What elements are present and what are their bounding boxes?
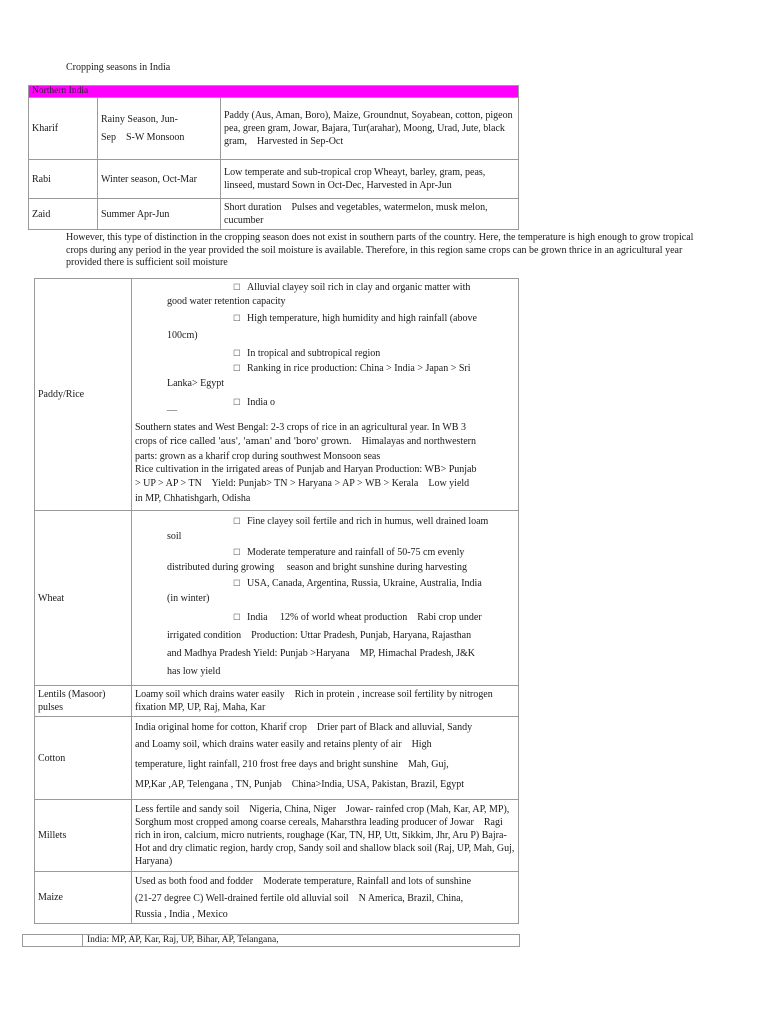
paragraph-line: (21-27 degree C) Well-drained fertile old alluvial soil N America, Brazil, China, [135, 893, 464, 904]
bullet-continuation: irrigated condition Production: Uttar Pradesh, Punjab, Haryana, Rajasthan [167, 630, 472, 641]
crop-name-line: Lentils (Masoor) [38, 689, 106, 700]
crop-details [132, 717, 519, 800]
season-name: Rabi [29, 160, 98, 199]
crop-name: Cotton [35, 717, 132, 800]
bullet-item: ☐ Ranking in rice production: China > India > Japan > Sri [135, 362, 515, 375]
season-period: Summer Apr-Jun [98, 199, 221, 230]
paragraph-line: Rice cultivation in the irrigated areas of Punjab and Haryan Production: WB> Punjab [135, 463, 477, 475]
crop-name [35, 686, 132, 717]
bullet-continuation: distributed during growing season and bright sunshine during harvesting [167, 562, 467, 573]
bullet-item: ☐ USA, Canada, Argentina, Russia, Ukraine, Australia, India [135, 577, 515, 590]
crop-name: Maize [35, 872, 132, 924]
season-period-line: Rainy Season, Jun- [101, 113, 178, 125]
season-row-rabi [29, 160, 519, 199]
bullet-item: ☐ In tropical and subtropical region [135, 345, 515, 362]
season-crops: Short duration Pulses and vegetables, watermelon, musk melon, cucumber [221, 199, 519, 230]
paragraph-line: MP,Kar ,AP, Telengana , TN, Punjab China>India, USA, Pakistan, Brazil, Egypt [135, 779, 464, 790]
crops-table [34, 278, 519, 924]
bullet-item: ☐ Alluvial clayey soil rich in clay and organic matter with [135, 281, 515, 294]
paragraph-line: Russia , India , Mexico [135, 909, 228, 920]
crop-details [132, 872, 519, 924]
bullet-item: ☐ Fine clayey soil fertile and rich in humus, well drained loam [135, 515, 515, 528]
crop-details [132, 511, 519, 686]
crop-details: Less fertile and sandy soil Nigeria, China, Niger Jowar- rainfed crop (Mah, Kar, AP, MP), Sorghum most cropped among coarse cereals, Maharsthra leading producer of Jowar Ragi rich in iron, calcium, micro nutrients, roughage (Kar, TN, HP, Utt, Sikkim, Jhr, Aru P) Bajra- Hot and dry climatic region, hardy crop, Sandy soil and shallow black soil (Raj, UP, Mah, Guj, Haryana) [132, 800, 519, 872]
paragraph-line: in MP, Chhatishgarh, Odisha [135, 492, 251, 504]
dash-mark: ‾‾‾ [167, 410, 177, 422]
bullet-continuation: has low yield [167, 666, 221, 677]
crop-row-paddy [35, 279, 519, 511]
crop-row-cotton [35, 717, 519, 800]
crop-details [132, 279, 519, 511]
bullet-continuation: good water retention capacity [167, 295, 286, 307]
region-header: Northern India [29, 86, 519, 98]
paragraph-line: Southern states and West Bengal: 2-3 crops of rice in an agricultural year. In WB 3 [135, 421, 466, 433]
paragraph-line: and Loamy soil, which drains water easily and retains plenty of air High [135, 739, 432, 750]
crop-details: Loamy soil which drains water easily Rich in protein , increase soil fertility by nitrogen fixation MP, UP, Raj, Maha, Kar [132, 686, 519, 717]
season-name: Kharif [29, 98, 98, 160]
bullet-item: ☐ High temperature, high humidity and high rainfall (above [135, 310, 515, 327]
season-period-line: Sep S-W Monsoon [101, 131, 185, 143]
crop-row-lentils [35, 686, 519, 717]
bullet-item: ☐ India 12% of world wheat production Rabi crop under [135, 608, 515, 627]
crop-name-line: pulses [38, 702, 63, 713]
continuation-row [23, 935, 520, 947]
paragraph-text: Himalayas and northwestern [351, 435, 476, 447]
bullet-continuation: 100cm) [167, 329, 198, 341]
bullet-item: ☐ Moderate temperature and rainfall of 50-75 cm evenly [135, 546, 515, 559]
season-period: Winter season, Oct-Mar [98, 160, 221, 199]
continuation-table [22, 934, 520, 947]
bullet-continuation: and Madhya Pradesh Yield: Punjab >Haryana MP, Himachal Pradesh, J&K [167, 648, 475, 659]
paragraph-line: India original home for cotton, Kharif crop Drier part of Black and alluvial, Sandy [135, 722, 473, 733]
season-row-kharif [29, 98, 519, 160]
crop-row-millets [35, 800, 519, 872]
bullet-continuation: Lanka> Egypt [167, 377, 225, 389]
crop-name: Millets [35, 800, 132, 872]
paragraph-line: Used as both food and fodder Moderate temperature, Rainfall and lots of sunshine [135, 876, 472, 887]
paragraph-line: parts: grown as a kharif crop during southwest Monsoon seas [135, 450, 381, 462]
season-row-zaid [29, 199, 519, 230]
bullet-continuation: soil [167, 531, 182, 542]
paragraph-line: temperature, light rainfall, 210 frost free days and bright sunshine Mah, Guj, [135, 759, 449, 770]
continuation-cell: India: MP, AP, Kar, Raj, UP, Bihar, AP, Telangana, [83, 935, 520, 947]
continuation-cell-empty [23, 935, 83, 947]
paragraph-text: crops of [135, 435, 170, 447]
page-title: Cropping seasons in India [66, 62, 171, 73]
region-header-row [29, 86, 519, 98]
season-crops: Low temperate and sub-tropical crop Wheayt, barley, gram, peas, linseed, mustard Sown in Oct-Dec, Harvested in Apr-Jun [221, 160, 519, 199]
season-crops: Paddy (Aus, Aman, Boro), Maize, Groundnut, Soyabean, cotton, pigeon pea, green gram, Jowar, Bajara, Tur(arahar), Moong, Urad, Jute, black gram, Harvested in Sep-Oct [221, 98, 519, 160]
season-name: Zaid [29, 199, 98, 230]
paragraph-line [135, 434, 515, 450]
crop-row-maize [35, 872, 519, 924]
crop-name: Wheat [35, 511, 132, 686]
intro-paragraph: However, this type of distinction in the cropping season does not exist in southern parts of the country. Here, the temperature is high enough to grow tropical crops during any period in the year provided the soil moisture is available. Therefore, in this region same crops can be grown thrice in an agricultural year provided there is sufficient soil moisture [66, 232, 694, 268]
cropping-seasons-table [28, 85, 519, 230]
paragraph-text-special: rice called 'aus', 'aman' and 'boro' grown. [170, 436, 352, 447]
crop-row-wheat [35, 511, 519, 686]
season-period [98, 98, 221, 160]
paragraph-line: > UP > AP > TN Yield: Punjab> TN > Haryana > AP > WB > Kerala Low yield [135, 477, 470, 489]
crop-name: Paddy/Rice [35, 279, 132, 511]
bullet-item: ☐ India o [135, 393, 515, 412]
bullet-continuation: (in winter) [167, 593, 210, 604]
